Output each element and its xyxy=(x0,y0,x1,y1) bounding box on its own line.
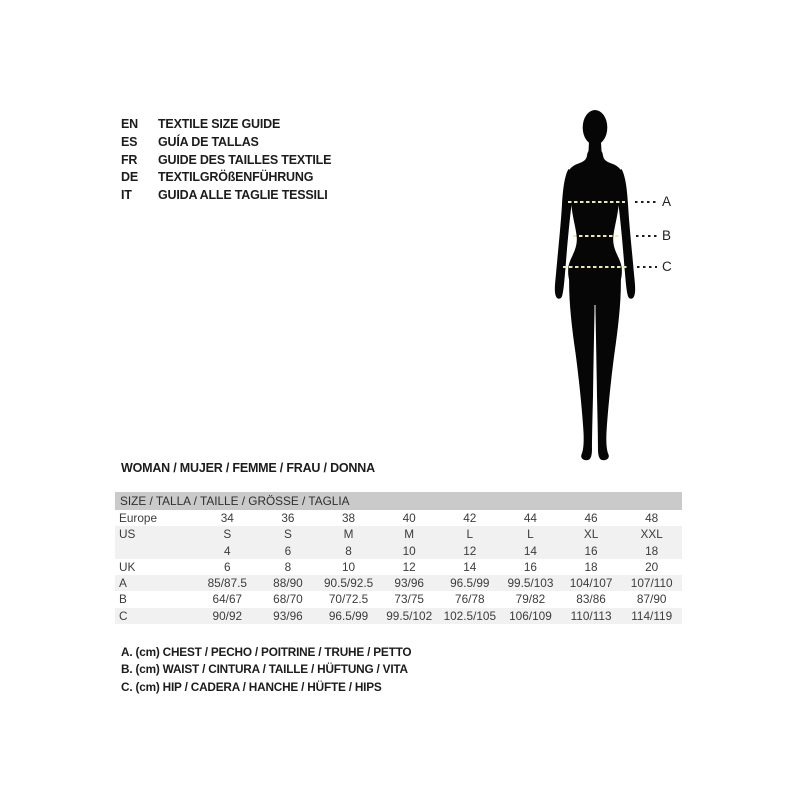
size-value: 42 xyxy=(463,511,477,525)
size-value: 96.5/99 xyxy=(328,608,369,623)
size-value: 20 xyxy=(645,559,659,574)
size-value: 48 xyxy=(645,511,659,525)
figure-dash-b xyxy=(573,235,620,237)
size-value: 79/82 xyxy=(515,592,546,607)
size-value: 99.5/103 xyxy=(507,576,554,591)
size-value: S xyxy=(223,527,232,542)
size-value: 85/87.5 xyxy=(207,576,247,591)
language-row xyxy=(121,187,331,205)
size-table xyxy=(115,492,682,624)
size-value: 14 xyxy=(463,559,477,574)
size-value: 93/96 xyxy=(273,608,303,623)
language-code: EN xyxy=(121,117,138,131)
size-value: 8 xyxy=(284,559,292,574)
size-value: 83/86 xyxy=(576,592,606,607)
size-value: 18 xyxy=(645,543,659,558)
size-value: 106/109 xyxy=(509,608,552,623)
woman-silhouette-icon xyxy=(540,110,650,466)
size-value: 73/75 xyxy=(394,592,424,607)
size-value: S xyxy=(284,527,292,542)
size-value: 88/90 xyxy=(273,576,303,591)
table-row xyxy=(115,543,682,559)
size-value: L xyxy=(466,527,474,542)
table-row xyxy=(115,559,682,575)
note-line: B. (cm) WAIST / CINTURA / TAILLE / HÜFTUNG / VITA xyxy=(121,662,408,677)
row-label: Europe xyxy=(119,511,158,525)
size-value: 40 xyxy=(402,511,416,525)
size-value: 10 xyxy=(342,559,356,574)
language-code: IT xyxy=(121,188,132,203)
size-value: L xyxy=(527,527,534,542)
size-value: 10 xyxy=(402,543,416,558)
size-value: 90/92 xyxy=(212,608,243,623)
size-value: 46 xyxy=(584,511,598,525)
size-value: 14 xyxy=(523,543,537,558)
figure-dash-a xyxy=(568,201,625,203)
language-title: TEXTILE SIZE GUIDE xyxy=(158,117,281,131)
note-line: A. (cm) CHEST / PECHO / POITRINE / TRUHE / PETTO xyxy=(121,645,412,659)
leader-dash-c xyxy=(637,266,657,268)
row-label: B xyxy=(119,592,127,607)
size-value: 93/96 xyxy=(394,576,424,591)
language-title: TEXTILGRÖßENFÜHRUNG xyxy=(158,170,314,185)
size-value: 4 xyxy=(224,543,231,558)
measurement-notes xyxy=(121,644,411,696)
size-value: 102.5/105 xyxy=(443,608,497,623)
size-value: 8 xyxy=(345,543,352,558)
leader-dash-a xyxy=(635,201,657,203)
size-value: 107/110 xyxy=(630,576,673,591)
measurement-label-a: A xyxy=(662,194,672,209)
table-row xyxy=(115,510,682,526)
size-value: 6 xyxy=(284,543,292,558)
language-code: FR xyxy=(121,152,138,167)
size-value: 6 xyxy=(224,559,231,574)
size-value: 70/72.5 xyxy=(328,592,369,607)
measurement-label-b: B xyxy=(662,228,672,243)
size-value: 16 xyxy=(584,543,598,558)
language-title: GUIDE DES TAILLES TEXTILE xyxy=(158,152,332,167)
language-code: ES xyxy=(121,134,138,149)
language-row xyxy=(121,152,331,170)
size-value: 76/78 xyxy=(455,592,485,607)
size-value: 68/70 xyxy=(273,592,303,607)
size-value: 34 xyxy=(220,511,234,525)
size-value: 12 xyxy=(402,559,416,574)
language-list xyxy=(121,116,331,205)
table-header: SIZE / TALLA / TAILLE / GRÖSSE / TAGLIA xyxy=(115,492,682,510)
language-row xyxy=(121,134,331,152)
size-value: 90.5/92.5 xyxy=(323,576,374,591)
measurement-label-c: C xyxy=(662,259,672,274)
language-title: GUÍA DE TALLAS xyxy=(158,134,259,149)
size-value: XL xyxy=(583,527,599,542)
size-value: 44 xyxy=(523,511,537,525)
table-row xyxy=(115,591,682,607)
size-value: 12 xyxy=(463,543,477,558)
size-value: 104/107 xyxy=(569,576,613,591)
size-value: XXL xyxy=(640,527,663,542)
language-title: GUIDA ALLE TAGLIE TESSILI xyxy=(158,188,328,203)
size-value: 96.5/99 xyxy=(450,576,490,591)
row-label: A xyxy=(119,576,127,591)
size-value: 38 xyxy=(342,511,356,525)
size-value: 36 xyxy=(281,511,295,525)
figure-dash-c xyxy=(563,266,627,268)
row-label: UK xyxy=(119,559,136,574)
row-label: C xyxy=(119,608,128,623)
size-value: 99.5/102 xyxy=(386,608,433,623)
leader-dash-b xyxy=(636,235,657,237)
language-row xyxy=(121,116,331,134)
table-row xyxy=(115,575,682,591)
size-value: 114/119 xyxy=(631,608,673,623)
size-value: M xyxy=(343,527,354,542)
row-label xyxy=(115,543,197,559)
size-value: M xyxy=(404,527,415,542)
language-code: DE xyxy=(121,170,138,185)
size-value: 18 xyxy=(584,559,598,574)
size-value: 110/113 xyxy=(570,608,612,623)
size-value: 64/67 xyxy=(212,592,243,607)
woman-silhouette-figure xyxy=(540,110,650,466)
row-label: US xyxy=(119,527,136,542)
section-title: WOMAN / MUJER / FEMME / FRAU / DONNA xyxy=(121,461,375,475)
note-line: C. (cm) HIP / CADERA / HANCHE / HÜFTE / HIPS xyxy=(121,679,382,694)
size-value: 87/90 xyxy=(636,592,667,607)
table-row xyxy=(115,608,682,624)
language-row xyxy=(121,169,331,187)
table-row xyxy=(115,526,682,542)
size-table-body xyxy=(115,510,682,624)
size-value: 16 xyxy=(523,559,537,574)
